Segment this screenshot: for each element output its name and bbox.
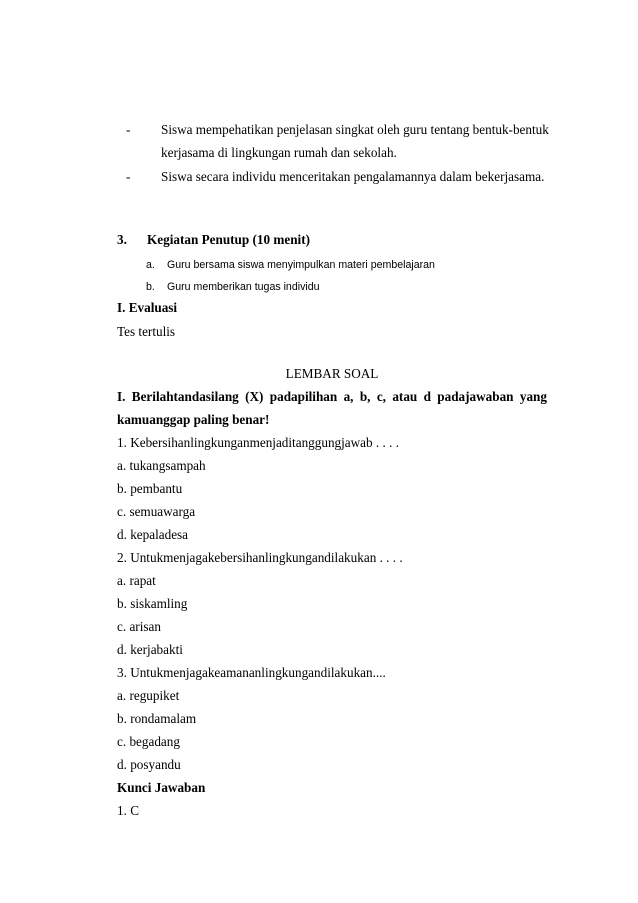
question-text: 3. Untukmenjagakeamananlingkungandilakukan....	[117, 665, 386, 680]
evaluasi-text: Tes tertulis	[117, 324, 176, 339]
bullet-marker: -	[126, 122, 131, 137]
section-title: Kegiatan Penutup (10 menit)	[147, 232, 311, 247]
answer-option: c. semuawarga	[117, 504, 196, 519]
answer-option: d. kepaladesa	[117, 527, 189, 542]
instruction-line: I. Berilahtandasilang (X) padapilihan a, b, c, atau d padajawaban yang	[117, 389, 547, 404]
answer-option: b. rondamalam	[117, 711, 197, 726]
section-number: 3.	[117, 232, 127, 247]
list-marker: a.	[146, 259, 155, 271]
answer-option: c. arisan	[117, 619, 161, 634]
answer-option: a. rapat	[117, 573, 156, 588]
answer-option: c. begadang	[117, 734, 180, 749]
evaluasi-heading: I. Evaluasi	[117, 300, 178, 315]
answer-option: a. tukangsampah	[117, 458, 206, 473]
list-item: Guru memberikan tugas individu	[167, 281, 320, 293]
answer-option: d. kerjabakti	[117, 642, 183, 657]
answer-option: a. regupiket	[117, 688, 180, 703]
bullet-text: Siswa mempehatikan penjelasan singkat oleh guru tentang bentuk-bentuk	[161, 122, 549, 137]
worksheet-title: LEMBAR SOAL	[285, 366, 379, 381]
instruction-line: kamuanggap paling benar!	[117, 412, 270, 427]
answer-option: b. pembantu	[117, 481, 183, 496]
bullet-marker: -	[126, 169, 131, 184]
bullet-text: kerjasama di lingkungan rumah dan sekolah.	[161, 145, 397, 160]
bullet-text: Siswa secara individu menceritakan pengalamannya dalam bekerjasama.	[161, 169, 545, 184]
answer-key-heading: Kunci Jawaban	[117, 780, 206, 795]
list-item: Guru bersama siswa menyimpulkan materi pembelajaran	[167, 259, 435, 271]
question-text: 2. Untukmenjagakebersihanlingkungandilakukan . . . .	[117, 550, 403, 565]
list-marker: b.	[146, 281, 155, 293]
answer-key-item: 1. C	[117, 803, 139, 818]
question-text: 1. Kebersihanlingkunganmenjaditanggungjawab . . . .	[117, 435, 399, 450]
answer-option: d. posyandu	[117, 757, 181, 772]
answer-option: b. siskamling	[117, 596, 188, 611]
